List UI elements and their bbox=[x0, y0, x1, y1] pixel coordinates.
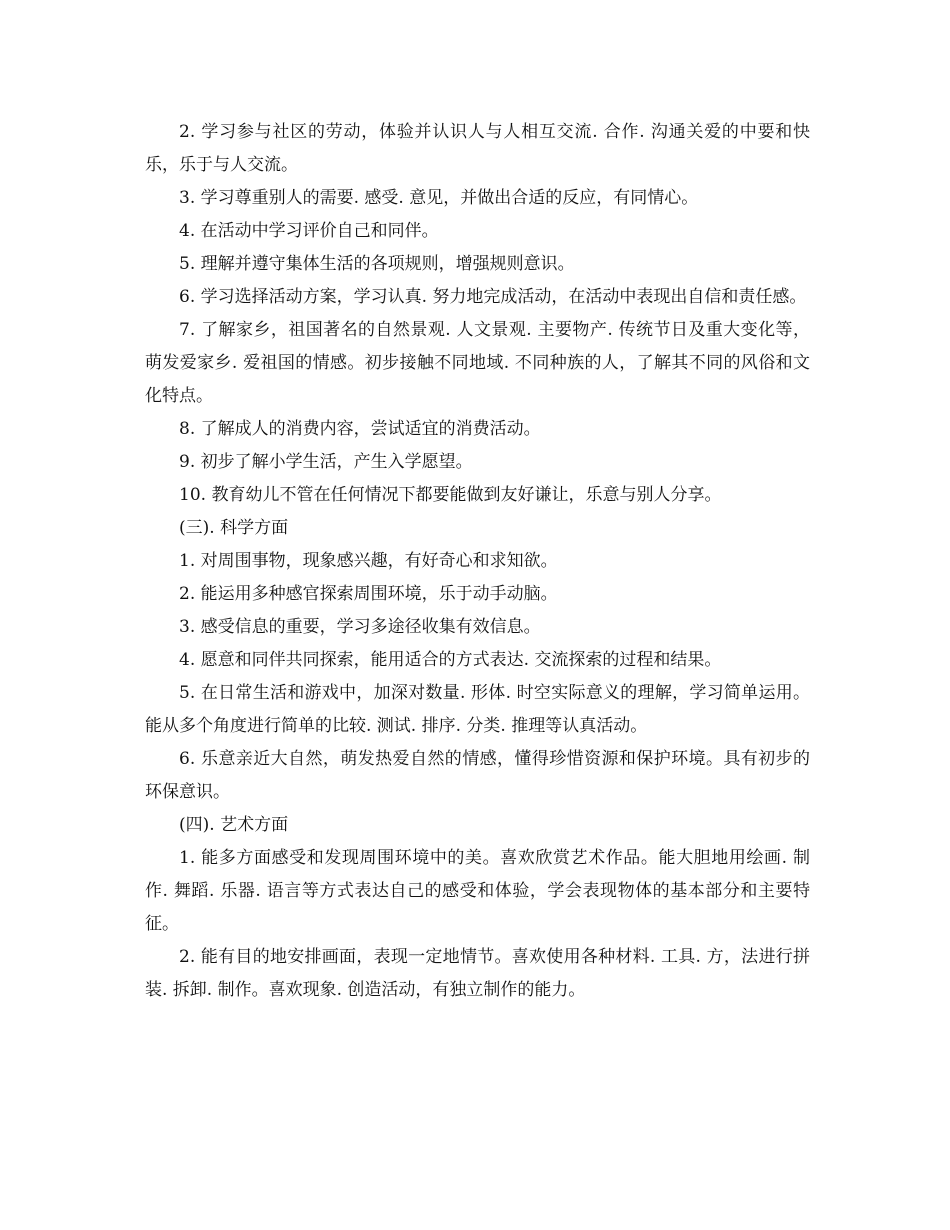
paragraph-science-6: 6. 乐意亲近大自然，萌发热爱自然的情感，懂得珍惜资源和保护环境。具有初步的环保意识。 bbox=[145, 749, 810, 802]
paragraph-social-7: 7. 了解家乡，祖国著名的自然景观. 人文景观. 主要物产. 传统节日及重大变化等，萌发爱家乡. 爱祖国的情感。初步接触不同地域. 不同种族的人，了解其不同的风俗和文化特点。 bbox=[145, 320, 810, 406]
paragraph-science-4: 4. 愿意和同伴共同探索，能用适合的方式表达. 交流探索的过程和结果。 bbox=[179, 650, 722, 670]
paragraph-social-4: 4. 在活动中学习评价自己和同伴。 bbox=[179, 221, 439, 241]
paragraph-science-1: 1. 对周围事物，现象感兴趣，有好奇心和求知欲。 bbox=[179, 551, 558, 571]
paragraph-social-2: 2. 学习参与社区的劳动，体验并认识人与人相互交流. 合作. 沟通关爱的中要和快乐，乐于与人交流。 bbox=[145, 122, 810, 175]
section-heading-science: (三). 科学方面 bbox=[179, 518, 289, 538]
section-heading-art: (四). 艺术方面 bbox=[179, 815, 289, 835]
paragraph-science-2: 2. 能运用多种感官探索周围环境，乐于动手动脑。 bbox=[179, 584, 558, 604]
paragraph-social-3: 3. 学习尊重别人的需要. 感受. 意见，并做出合适的反应，有同情心。 bbox=[179, 188, 699, 208]
paragraph-social-6: 6. 学习选择活动方案，学习认真. 努力地完成活动，在活动中表现出自信和责任感。 bbox=[179, 287, 807, 307]
paragraph-science-5: 5. 在日常生活和游戏中，加深对数量. 形体. 时空实际意义的理解，学习简单运用。能从多个角度进行简单的比较. 测试. 排序. 分类. 推理等认真活动。 bbox=[145, 683, 810, 736]
paragraph-social-8: 8. 了解成人的消费内容，尝试适宜的消费活动。 bbox=[179, 419, 541, 439]
paragraph-art-1: 1. 能多方面感受和发现周围环境中的美。喜欢欣赏艺术作品。能大胆地用绘画. 制作. 舞蹈. 乐器. 语言等方式表达自己的感受和体验，学会表现物体的基本部分和主要特征。 bbox=[145, 848, 810, 934]
document-body bbox=[145, 116, 810, 1007]
paragraph-science-3: 3. 感受信息的重要，学习多途径收集有效信息。 bbox=[179, 617, 541, 637]
paragraph-art-2: 2. 能有目的地安排画面，表现一定地情节。喜欢使用各种材料. 工具. 方，法进行拼装. 拆卸. 制作。喜欢现象. 创造活动，有独立制作的能力。 bbox=[145, 947, 810, 1000]
paragraph-social-9: 9. 初步了解小学生活，产生入学愿望。 bbox=[179, 452, 473, 472]
paragraph-social-10: 10. 教育幼儿不管在任何情况下都要能做到友好谦让，乐意与别人分享。 bbox=[179, 485, 722, 505]
paragraph-social-5: 5. 理解并遵守集体生活的各项规则，增强规则意识。 bbox=[179, 254, 575, 274]
